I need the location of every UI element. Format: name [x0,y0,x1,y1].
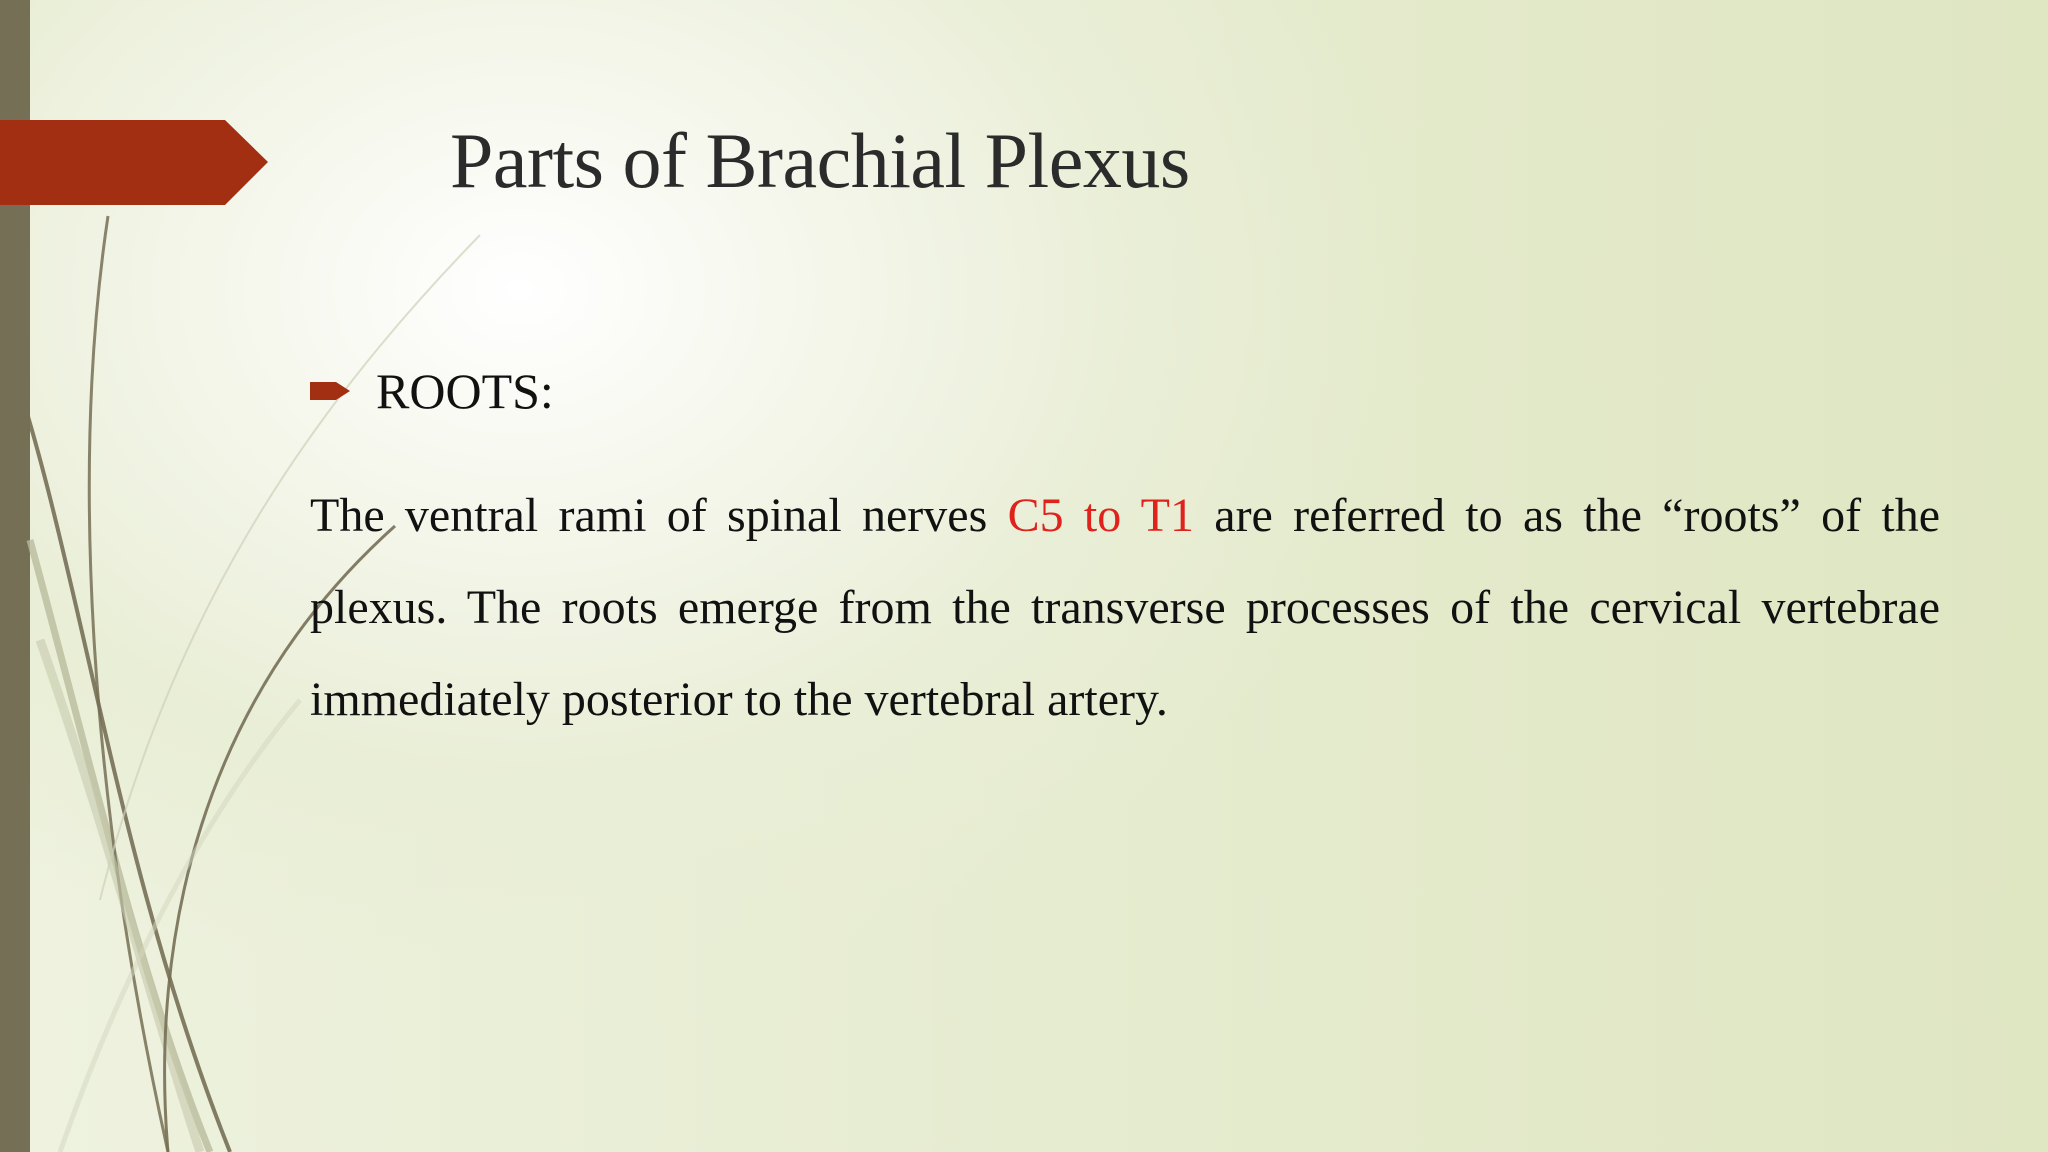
body-text-part1: The ventral rami of spinal nerves [310,489,1008,542]
title-arrow-shape [0,120,270,205]
body-text-part2: are referred to as the “roots” of the plexus. The roots emerge from the transverse processes of the cervical vertebrae immediately posterior to the vertebral artery. [310,489,1940,726]
body-paragraph [310,470,1940,746]
slide-title: Parts of Brachial Plexus [450,117,1190,204]
body-highlight: C5 to T1 [1007,489,1194,542]
arrow-bullet-icon [310,376,352,406]
bullet-label: ROOTS: [376,363,554,419]
bullet-item [310,363,554,419]
